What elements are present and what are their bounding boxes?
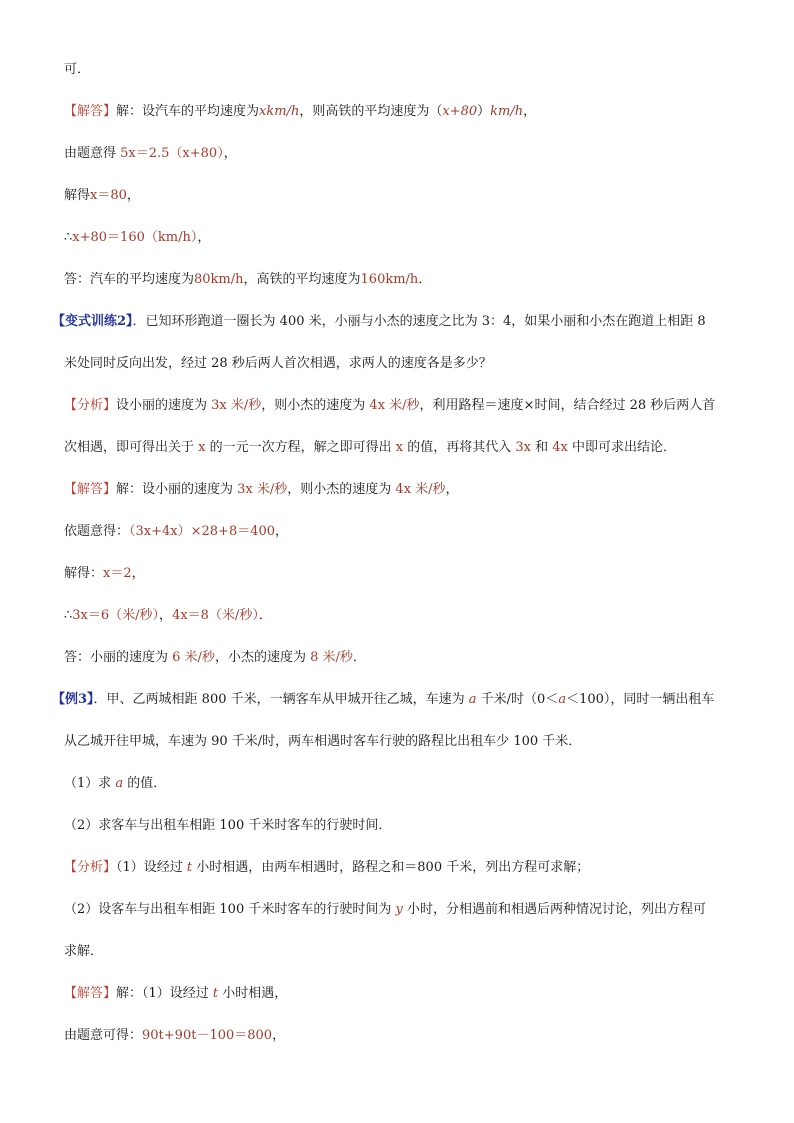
text: 解：（1）设经过: [116, 986, 213, 1001]
math: t: [186, 860, 193, 875]
text: 小时相遇，由两车相遇时，路程之和＝800 千米，列出方程可求解；: [192, 860, 590, 875]
analysis-line: [64, 397, 715, 415]
analysis-line: [64, 859, 589, 877]
math: 4x: [552, 440, 568, 455]
math: y: [395, 902, 403, 917]
text: ，: [223, 146, 237, 161]
question-line: [52, 313, 706, 331]
math: 80km/h: [194, 272, 244, 287]
math: km/h: [490, 104, 524, 119]
text: 答：汽车的平均速度为: [64, 272, 195, 287]
math: 4x 米/秒: [395, 482, 446, 497]
math: 90t+90t－100＝800: [142, 1028, 273, 1043]
text: 设小丽的速度为: [116, 398, 212, 413]
math: x: [395, 440, 404, 455]
math: 3x 米/秒: [237, 482, 288, 497]
text: （2）设客车与出租车相距 100 千米时客车的行驶时间为: [64, 902, 396, 917]
text: ．: [352, 650, 366, 665]
analysis-line: [64, 901, 706, 919]
solution-line: [64, 523, 288, 541]
text: 的值．: [123, 776, 167, 791]
text: 次相遇，即可得出关于: [64, 440, 199, 455]
variant-label: 【变式训练2】: [52, 314, 133, 329]
analysis-label: 【分析】: [64, 398, 117, 413]
text: （1）求: [64, 776, 116, 791]
text-line: [64, 61, 90, 79]
text: ，则小杰的速度为: [287, 482, 396, 497]
text: ∴: [64, 608, 73, 623]
answer-label: 【解答】: [64, 986, 117, 1001]
text-line: [64, 271, 431, 289]
text: ，则高铁的平均速度为（: [299, 104, 443, 119]
analysis-label: 【分析】: [64, 860, 117, 875]
text: 求解．: [64, 944, 104, 959]
text-line: [64, 229, 210, 247]
text: 答：小丽的速度为: [64, 650, 173, 665]
math: x＝80: [90, 188, 127, 203]
text: ．: [418, 272, 432, 287]
question-line: [64, 733, 581, 751]
math: 3x 米/秒: [211, 398, 262, 413]
text: ，: [197, 230, 211, 245]
text: 千米/时（0＜: [476, 692, 559, 707]
solution-line: [64, 985, 287, 1003]
text: 小时相遇，: [218, 986, 288, 1001]
text: ，利用路程＝速度×时间，结合经过 28 秒后两人首: [419, 398, 716, 413]
text: ．甲、乙两城相距 800 千米，一辆客车从甲城开往乙城，车速为: [93, 692, 469, 707]
text: ，: [275, 524, 289, 539]
text: ＜100），同时一辆出租车: [566, 692, 715, 707]
question-line: [52, 691, 714, 709]
text: ，: [523, 104, 537, 119]
question-line: [64, 355, 492, 373]
text: 解：设小丽的速度为: [116, 482, 238, 497]
math: t: [212, 986, 219, 1001]
text: 米处同时反向出发，经过 28 秒后两人首次相遇，求两人的速度各是多少？: [64, 356, 492, 371]
text-line: [64, 145, 237, 163]
text: （2）求客车与出租车相距 100 千米时客车的行驶时间．: [64, 818, 392, 833]
answer-label: 【解答】: [64, 482, 117, 497]
text: ，: [126, 188, 140, 203]
solution-line: [64, 1027, 285, 1045]
text: 由题意得: [64, 146, 117, 161]
text: 和: [530, 440, 553, 455]
math: 4x＝8（米/秒）: [172, 608, 259, 623]
text-line: [64, 187, 140, 205]
question-line: [64, 817, 391, 835]
math: 3x＝6（米/秒）: [72, 608, 160, 623]
text: 解得：: [64, 566, 104, 581]
text: 可．: [64, 62, 91, 77]
math: （3x+4x）×28+8＝400: [129, 524, 276, 539]
text: ．已知环形跑道一圈长为 400 米，小丽与小杰的速度之比为 3：4，如果小丽和小杰在跑道上相距 8: [132, 314, 706, 329]
text: 的一元一次方程，解之即可得出: [205, 440, 396, 455]
text: 解得: [64, 188, 91, 203]
text: ，: [159, 608, 173, 623]
text: ）: [477, 104, 491, 119]
solution-line: [64, 565, 145, 583]
example-label: 【例3】: [52, 692, 94, 707]
text: ，: [131, 566, 145, 581]
text: ，: [445, 482, 459, 497]
math: 8 米/秒: [310, 650, 353, 665]
text: ，则小杰的速度为: [261, 398, 370, 413]
text: ，小杰的速度为: [214, 650, 311, 665]
solution-line: [64, 607, 272, 625]
answer-label: 【解答】: [64, 104, 117, 119]
text: 解：设汽车的平均速度为: [116, 104, 260, 119]
text: ，: [272, 1028, 286, 1043]
math: a: [468, 692, 477, 707]
math: 6 米/秒: [172, 650, 215, 665]
text-line: [64, 103, 536, 121]
text: 的值，再将其代入: [403, 440, 516, 455]
text: （1）设经过: [116, 860, 187, 875]
math: a: [558, 692, 567, 707]
analysis-line: [64, 943, 103, 961]
text: ．: [258, 608, 272, 623]
question-line: [64, 775, 166, 793]
text: 小时，分相遇前和相遇后两种情况讨论，列出方程可: [402, 902, 706, 917]
text: 中即可求出结论．: [567, 440, 676, 455]
math: 5x＝2.5（x+80）: [120, 146, 224, 161]
analysis-line: [64, 439, 676, 457]
math: 4x 米/秒: [369, 398, 420, 413]
text: 从乙城开往甲城，车速为 90 千米/时，两车相遇时客车行驶的路程比出租车少 100 千米．: [64, 734, 582, 749]
solution-line: [64, 649, 366, 667]
math: x+80: [442, 104, 478, 119]
text: ∴: [64, 230, 73, 245]
math: a: [115, 776, 124, 791]
text: 依题意得：: [64, 524, 130, 539]
text: 由题意可得：: [64, 1028, 143, 1043]
math: 160km/h: [360, 272, 419, 287]
math: x＝2: [103, 566, 132, 581]
math: 3x: [515, 440, 531, 455]
math: xkm/h: [259, 104, 300, 119]
text: ，高铁的平均速度为: [243, 272, 361, 287]
math: x: [198, 440, 206, 455]
math: x+80＝160（km/h）: [72, 230, 198, 245]
solution-line: [64, 481, 459, 499]
